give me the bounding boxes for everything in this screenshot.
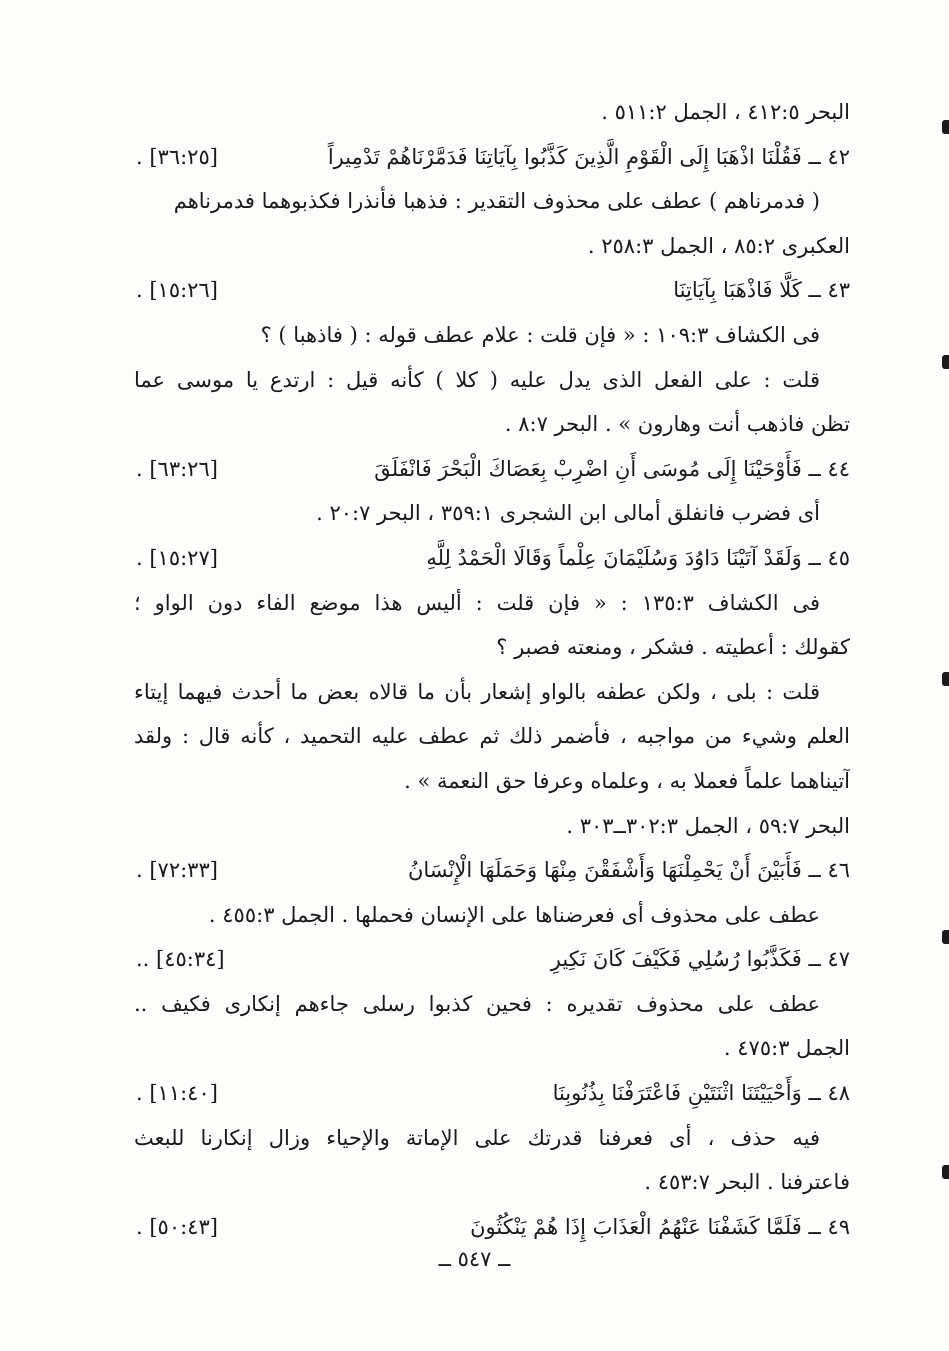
commentary-line: عطف على محذوف أى فعرضناها على الإنسان فحملها . الجمل ٤٥٥:٣ . — [208, 902, 820, 927]
verse-text: ٤٥ ــ وَلَقَدْ آتَيْنَا دَاوُدَ وَسُلَيْمَانَ عِلْماً وَقَالَا الْحَمْدُ لِلَّهِ — [426, 545, 850, 570]
commentary-line: فيه حذف ، أى فعرفنا قدرتك على الإماتة والإحياء وزال إنكارنا للبعث — [134, 1125, 820, 1150]
verse-reference: [٣٦:٢٥] . — [136, 144, 218, 169]
commentary-line: ( فدمرناهم ) عطف على محذوف التقدير : فذهبا فأنذرا فكذبوهما فدمرناهم — [173, 189, 820, 214]
verse-line — [134, 268, 850, 313]
verse-line — [134, 937, 850, 982]
verse-reference: [٥٠:٤٣] . — [136, 1214, 218, 1239]
commentary-line: أى فضرب فانفلق أمالى ابن الشجرى ٣٥٩:١ ، البحر ٢٠:٧ . — [316, 501, 820, 526]
commentary-line: فى الكشاف ١٠٩:٣ : « فإن قلت : علام عطف قوله : ( فاذهبا ) ؟ — [260, 322, 820, 347]
commentary-line: فى الكشاف ١٣٥:٣ : « فإن قلت : أليس هذا موضع الفاء دون الواو ؛ — [134, 590, 821, 615]
verse-line — [134, 848, 850, 893]
page-body-text — [134, 90, 850, 1249]
verse-line — [134, 135, 850, 180]
verse-line — [134, 1205, 850, 1250]
verse-line — [134, 536, 850, 581]
verse-reference: [٧٢:٣٣] . — [136, 858, 218, 883]
commentary-line: فاعترفنا . البحر ٤٥٣:٧ . — [644, 1170, 850, 1195]
binding-mark — [942, 1165, 949, 1179]
commentary-line: البحر ٤١٢:٥ ، الجمل ٥١١:٢ . — [601, 100, 850, 124]
commentary-line: آتيناهما علماً فعملا به ، وعلماه وعرفا حق النعمة » . — [404, 768, 850, 793]
verse-text: ٤٣ ــ كَلَّا فَاذْهَبَا بِآيَاتِنَا — [673, 278, 850, 303]
verse-reference: [١١:٤٠] . — [136, 1081, 218, 1106]
binding-mark — [942, 355, 949, 369]
commentary-line: عطف على محذوف تقديره : فحين كذبوا رسلى جاءهم إنكارى فكيف .. — [134, 991, 820, 1016]
commentary-line: العلم وشيء من مواجبه ، فأضمر ذلك ثم عطف عليه التحميد ، كأنه قال : ولقد — [134, 724, 850, 749]
verse-reference: [٦٣:٢٦] . — [136, 456, 218, 481]
commentary-line: العكبرى ٨٥:٢ ، الجمل ٢٥٨:٣ . — [587, 233, 850, 258]
binding-mark — [942, 120, 949, 134]
verse-text: ٤٧ ــ فَكَذَّبُوا رُسُلِي فَكَيْفَ كَانَ نَكِيرِ — [550, 947, 850, 972]
verse-reference: [١٥:٢٧] . — [136, 545, 218, 570]
verse-text: ٤٨ ــ وَأَحْيَيْتَنَا اثْنَتَيْنِ فَاعْتَرَفْنَا بِذُنُوبِنَا — [552, 1081, 850, 1106]
verse-text: ٤٦ ــ فَأَبَيْنَ أَنْ يَحْمِلْنَهَا وَأَشْفَقْنَ مِنْهَا وَحَمَلَهَا الْإِنْسَانُ — [407, 858, 850, 883]
commentary-line: الجمل ٤٧٥:٣ . — [723, 1036, 850, 1061]
verse-line — [134, 1071, 850, 1116]
binding-mark — [942, 672, 949, 686]
commentary-line: تظن فاذهب أنت وهارون » . البحر ٨:٧ . — [504, 412, 850, 437]
verse-line — [134, 447, 850, 492]
page-number: ــ ٥٤٧ ــ — [438, 1247, 511, 1271]
commentary-line: البحر ٥٩:٧ ، الجمل ٣٠٢:٣ــ٣٠٣ . — [566, 813, 850, 838]
commentary-line: قلت : بلى ، ولكن عطفه بالواو إشعار بأن ما قالاه بعض ما أحدث فيهما إيتاء — [134, 679, 820, 704]
binding-mark — [942, 930, 949, 944]
verse-reference: [١٥:٢٦] . — [136, 278, 218, 303]
commentary-line: كقولك : أعطيته . فشكر ، ومنعته فصبر ؟ — [496, 635, 850, 660]
verse-text: ٤٤ ــ فَأَوْحَيْنَا إِلَى مُوسَى أَنِ اضْرِبْ بِعَصَاكَ الْبَحْرَ فَانْفَلَقَ — [374, 456, 850, 481]
commentary-line: قلت : على الفعل الذى يدل عليه ( كلا ) كأنه قيل : ارتدع يا موسى عما — [134, 367, 820, 392]
verse-reference: [٤٥:٣٤] .. — [136, 947, 225, 972]
verse-text: ٤٩ ــ فَلَمَّا كَشَفْنَا عَنْهُمُ الْعَذَابَ إِذَا هُمْ يَنْكُثُونَ — [470, 1214, 850, 1239]
verse-text: ٤٢ ــ فَقُلْنَا اذْهَبَا إِلَى الْقَوْمِ الَّذِينَ كَذَّبُوا بِآيَاتِنَا فَدَمَّرْنَاهُمْ تَدْمِيراً — [327, 144, 850, 169]
